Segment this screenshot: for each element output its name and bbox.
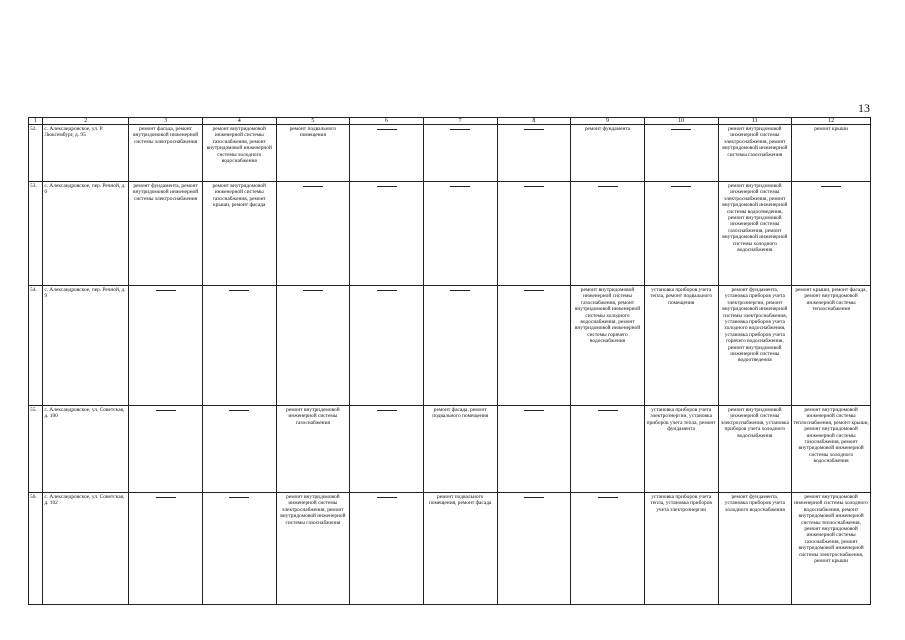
work-cell: ремонт внутридомовой инженерной системы теплоснабжения, ремонт крыши, ремонт внутридомовой инженерной системы газоснабжения, ремонт внутридомовой инженерной системы холодного водоснабжения xyxy=(792,406,871,493)
empty-dash xyxy=(598,410,618,411)
work-cell: ремонт внутридомовой инженерной системы электроснабжения, установка приборов учета холодного водоснабжения xyxy=(718,406,792,493)
work-cell: ремонт крыши, ремонт фасада, ремонт внутридомовой инженерной системы теплоснабжения xyxy=(792,286,871,406)
work-cell xyxy=(571,493,645,605)
empty-dash xyxy=(229,497,249,498)
row-number: 53. xyxy=(29,182,43,286)
work-cell xyxy=(497,493,571,605)
work-cell: ремонт фундамента xyxy=(571,125,645,182)
work-cell xyxy=(571,182,645,286)
column-number: 2 xyxy=(43,118,129,125)
work-cell xyxy=(350,125,424,182)
column-number-row xyxy=(29,118,871,125)
address-cell: с. Александровское, ул. Р. Люксембург, д. 95 xyxy=(43,125,129,182)
empty-dash xyxy=(671,186,691,187)
address-cell: с. Александровское, пер. Речной, д. 9 xyxy=(43,286,129,406)
work-cell xyxy=(202,286,276,406)
work-cell: ремонт подвального помещения, ремонт фасада xyxy=(423,493,497,605)
row-number: 55. xyxy=(29,406,43,493)
table-row xyxy=(29,125,871,182)
work-cell: ремонт фасада, ремонт внутридомовой инженерной системы электроснабжения xyxy=(129,125,203,182)
empty-dash xyxy=(524,186,544,187)
table-row xyxy=(29,406,871,493)
work-cell: ремонт внутридомовой инженерной системы электроснабжения, ремонт внутридомовой инженерной системы газоснабжения xyxy=(718,125,792,182)
work-cell xyxy=(276,182,350,286)
empty-dash xyxy=(303,290,323,291)
empty-dash xyxy=(377,186,397,187)
work-cell xyxy=(571,406,645,493)
work-cell xyxy=(202,406,276,493)
table-row xyxy=(29,493,871,605)
work-cell xyxy=(350,406,424,493)
work-cell: ремонт фундамента, установка приборов учета холодного водоснабжения xyxy=(718,493,792,605)
empty-dash xyxy=(229,290,249,291)
work-cell: ремонт внутридомовой инженерной системы газоснабжения xyxy=(276,406,350,493)
empty-dash xyxy=(598,497,618,498)
empty-dash xyxy=(524,290,544,291)
address-cell: с. Александровское, пер. Речной, д. 6 xyxy=(43,182,129,286)
column-number: 9 xyxy=(571,118,645,125)
work-cell: ремонт фундамента, ремонт внутридомовой инженерной системы электроснабжения xyxy=(129,182,203,286)
work-cell: ремонт внутридомовой инженерной системы холодного водоснабжения, ремонт внутридомовой инженерной системы теплоснабжения, ремонт внутридомовой инженерной системы газоснабжения, ремонт внутридомовой инженерной системы электроснабжения, ремонт крыши xyxy=(792,493,871,605)
work-cell xyxy=(644,182,718,286)
empty-dash xyxy=(524,129,544,130)
work-cell: ремонт внутридомовой инженерной системы газоснабжения, ремонт крыши, ремонт фасада xyxy=(202,182,276,286)
work-cell xyxy=(129,493,203,605)
column-number: 8 xyxy=(497,118,571,125)
column-number: 6 xyxy=(350,118,424,125)
work-cell xyxy=(129,286,203,406)
empty-dash xyxy=(377,497,397,498)
work-cell: ремонт внутридомовой инженерной системы газоснабжения, ремонт внутридомовой инженерной системы холодного водоснабжения, ремонт внутридомовой инженерной системы горячего водоснабжения xyxy=(571,286,645,406)
work-cell: ремонт внутридомовой инженерной системы электроснабжения, ремонт внутридомовой инженерной системы газоснабжения xyxy=(276,493,350,605)
work-cell xyxy=(423,125,497,182)
column-number: 5 xyxy=(276,118,350,125)
work-cell xyxy=(792,182,871,286)
empty-dash xyxy=(821,186,841,187)
row-number: 52. xyxy=(29,125,43,182)
empty-dash xyxy=(450,129,470,130)
column-number: 4 xyxy=(202,118,276,125)
work-cell: ремонт подвального помещения xyxy=(276,125,350,182)
work-cell xyxy=(276,286,350,406)
empty-dash xyxy=(377,129,397,130)
column-number: 12 xyxy=(792,118,871,125)
work-cell: ремонт фундамента, установка приборов учета электроэнергии, ремонт внутридомовой инженерной системы электроснабжения, установка приборов учета холодного водоснабжения, установка приборов учета горячего водоснабжения, ремонт внутридомовой инженерной системы водоотведения xyxy=(718,286,792,406)
work-cell xyxy=(423,182,497,286)
empty-dash xyxy=(524,497,544,498)
empty-dash xyxy=(156,410,176,411)
repair-schedule-table xyxy=(28,117,871,605)
empty-dash xyxy=(303,186,323,187)
work-cell: ремонт крыши xyxy=(792,125,871,182)
empty-dash xyxy=(156,497,176,498)
work-cell xyxy=(497,406,571,493)
work-cell xyxy=(350,493,424,605)
empty-dash xyxy=(377,410,397,411)
empty-dash xyxy=(524,410,544,411)
work-cell: установка приборов учета тепла, ремонт подвального помещения xyxy=(644,286,718,406)
work-cell xyxy=(497,286,571,406)
empty-dash xyxy=(450,290,470,291)
table-row xyxy=(29,286,871,406)
column-number: 10 xyxy=(644,118,718,125)
column-number: 3 xyxy=(129,118,203,125)
row-number: 54. xyxy=(29,286,43,406)
work-cell xyxy=(129,406,203,493)
work-cell: ремонт фасада, ремонт подвального помещения xyxy=(423,406,497,493)
work-cell: установка приборов учета тепла, установка приборов учета электроэнергии xyxy=(644,493,718,605)
address-cell: с. Александровское, ул. Советская, д. 102 xyxy=(43,493,129,605)
work-cell: ремонт внутридомовой инженерной системы электроснабжения, ремонт внутридомовой инженерной системы водоотведения, ремонт внутридомовой инженерной системы газоснабжения, ремонт внутридомовой инженерной системы холодного водоснабжения xyxy=(718,182,792,286)
work-cell xyxy=(497,125,571,182)
work-cell xyxy=(202,493,276,605)
work-cell xyxy=(423,286,497,406)
column-number: 7 xyxy=(423,118,497,125)
empty-dash xyxy=(598,186,618,187)
empty-dash xyxy=(377,290,397,291)
empty-dash xyxy=(229,410,249,411)
empty-dash xyxy=(450,186,470,187)
row-number: 56. xyxy=(29,493,43,605)
empty-dash xyxy=(156,290,176,291)
table-row xyxy=(29,182,871,286)
column-number: 11 xyxy=(718,118,792,125)
work-cell xyxy=(644,125,718,182)
empty-dash xyxy=(671,129,691,130)
work-cell xyxy=(350,286,424,406)
column-number: 1 xyxy=(29,118,43,125)
work-cell xyxy=(350,182,424,286)
work-cell: установка приборов учета электроэнергии, установка приборов учета тепла, ремонт фундамента xyxy=(644,406,718,493)
work-cell xyxy=(497,182,571,286)
address-cell: с. Александровское, ул. Советская, д. 100 xyxy=(43,406,129,493)
work-cell: ремонт внутридомовой инженерной системы газоснабжения, ремонт внутридомовой инженерной системы холодного водоснабжения xyxy=(202,125,276,182)
page-number: 13 xyxy=(858,101,870,115)
